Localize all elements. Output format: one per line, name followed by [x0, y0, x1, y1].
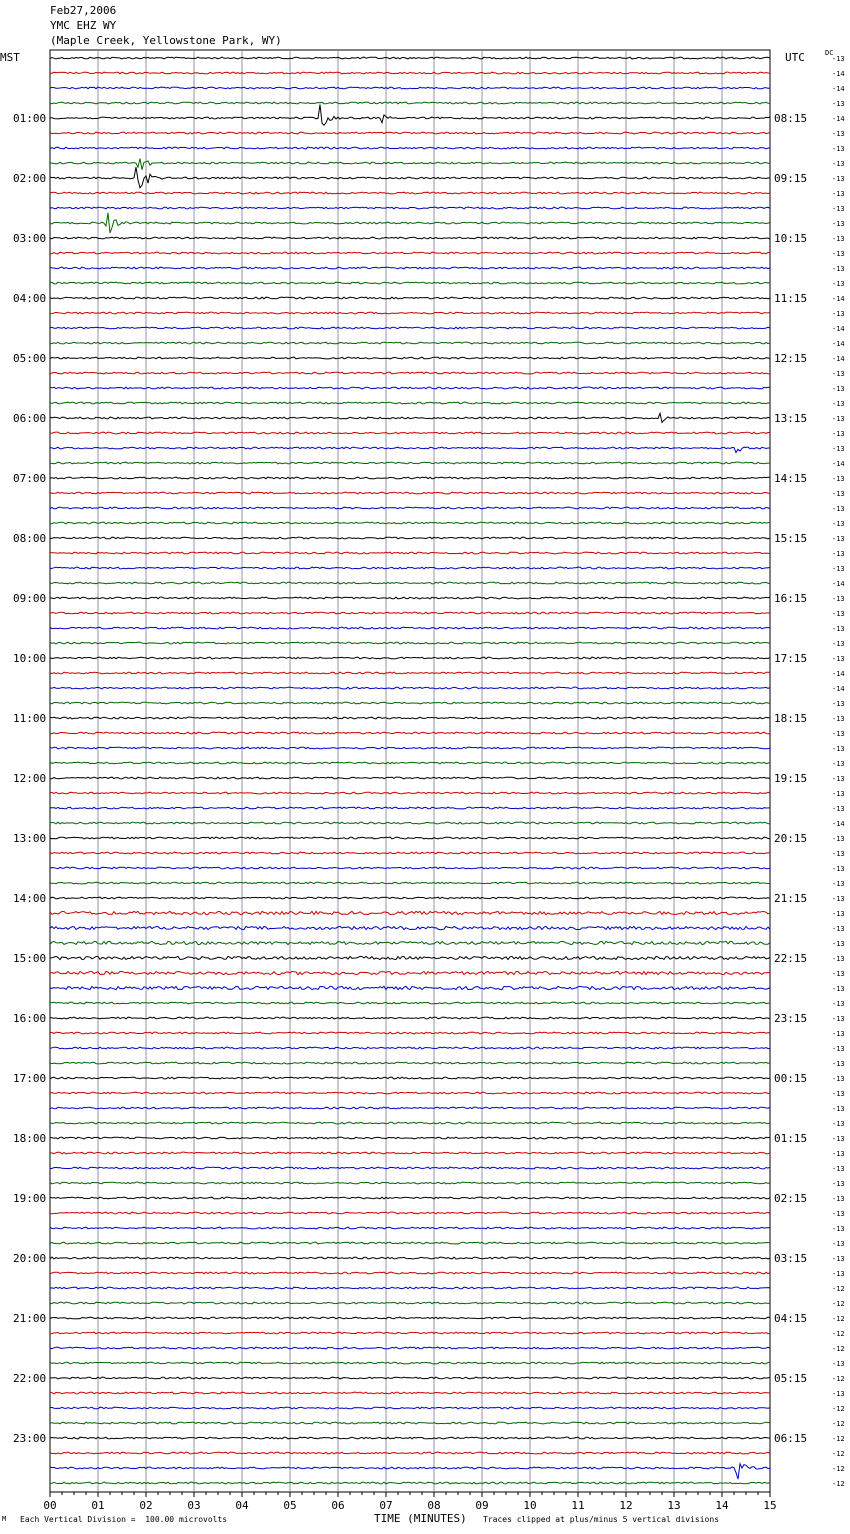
mst-hour-label: 15:00 — [13, 952, 47, 965]
dc-offset-label: -12 — [832, 1405, 845, 1413]
seismic-trace — [50, 762, 770, 764]
dc-offset-label: -13 — [832, 955, 845, 963]
dc-offset-label: -13 — [832, 400, 845, 408]
dc-offset-label: -12 — [832, 1300, 845, 1308]
seismic-trace — [50, 926, 770, 929]
dc-offset-label: -13 — [832, 565, 845, 573]
utc-hour-label: 09:15 — [774, 172, 808, 185]
seismic-trace — [50, 372, 770, 374]
dc-offset-label: -13 — [832, 520, 845, 528]
seismic-trace — [50, 702, 770, 704]
dc-offset-label: -13 — [832, 55, 845, 63]
utc-hour-label: 06:15 — [774, 1432, 808, 1445]
seismic-trace — [50, 867, 770, 869]
dc-offset-label: -13 — [832, 130, 845, 138]
utc-hour-label: 04:15 — [774, 1312, 808, 1325]
dc-offset-label: -13 — [832, 775, 845, 783]
seismic-trace — [50, 1077, 770, 1079]
dc-offset-label: -14 — [832, 670, 845, 678]
mst-hour-label: 19:00 — [13, 1192, 47, 1205]
seismic-trace — [50, 552, 770, 554]
utc-hour-label: 00:15 — [774, 1072, 808, 1085]
dc-offset-header: DC — [825, 49, 834, 57]
mst-hour-label: 04:00 — [13, 292, 47, 305]
seismic-trace — [50, 1092, 770, 1094]
seismic-trace — [50, 87, 770, 89]
mst-hour-label: 14:00 — [13, 892, 47, 905]
seismic-trace — [50, 192, 770, 194]
dc-offset-label: -13 — [832, 730, 845, 738]
dc-offset-label: -13 — [832, 1135, 845, 1143]
plot-frame — [50, 50, 770, 1492]
dc-offset-label: -13 — [832, 370, 845, 378]
seismic-trace — [50, 1017, 770, 1019]
dc-offset-label: -12 — [832, 1285, 845, 1293]
x-tick-label: 02 — [139, 1499, 153, 1512]
mst-hour-label: 23:00 — [13, 1432, 47, 1445]
corner-mark: M — [2, 1515, 7, 1523]
dc-offset-label: -13 — [832, 220, 845, 228]
seismic-trace — [50, 1407, 770, 1409]
dc-offset-label: -13 — [832, 1255, 845, 1263]
dc-offset-label: -13 — [832, 925, 845, 933]
utc-hour-label: 17:15 — [774, 652, 808, 665]
seismic-trace — [50, 1287, 770, 1289]
dc-offset-label: -13 — [832, 235, 845, 243]
dc-offset-label: -13 — [832, 385, 845, 393]
mst-hour-label: 12:00 — [13, 772, 47, 785]
x-tick-label: 11 — [571, 1499, 585, 1512]
mst-hour-label: 18:00 — [13, 1132, 47, 1145]
dc-offset-label: -13 — [832, 175, 845, 183]
seismic-trace — [50, 971, 770, 974]
mst-hour-label: 11:00 — [13, 712, 47, 725]
seismic-trace — [50, 1317, 770, 1319]
dc-offset-label: -13 — [832, 865, 845, 873]
x-tick-label: 10 — [523, 1499, 537, 1512]
dc-offset-label: -12 — [832, 1330, 845, 1338]
seismic-trace — [50, 747, 770, 749]
utc-hour-label: 21:15 — [774, 892, 808, 905]
dc-offset-label: -14 — [832, 820, 845, 828]
dc-offset-label: -13 — [832, 985, 845, 993]
seismic-trace — [50, 1167, 770, 1169]
station-code: YMC EHZ WY — [50, 19, 117, 32]
dc-offset-label: -13 — [832, 1030, 845, 1038]
dc-offset-label: -13 — [832, 1195, 845, 1203]
seismic-trace — [50, 1482, 770, 1484]
dc-offset-label: -13 — [832, 640, 845, 648]
seismic-trace — [50, 672, 770, 674]
seismic-trace — [50, 986, 770, 989]
seismic-trace — [50, 1212, 770, 1214]
dc-offset-label: -13 — [832, 1210, 845, 1218]
seismic-trace — [50, 1257, 770, 1259]
utc-hour-label: 20:15 — [774, 832, 808, 845]
dc-offset-label: -14 — [832, 295, 845, 303]
seismic-trace — [50, 447, 770, 453]
dc-offset-label: -14 — [832, 580, 845, 588]
seismic-trace — [50, 941, 770, 944]
utc-hour-label: 15:15 — [774, 532, 808, 545]
dc-offset-label: -13 — [832, 1225, 845, 1233]
seismic-trace — [50, 413, 770, 422]
dc-offset-label: -12 — [832, 1315, 845, 1323]
seismic-trace — [50, 1002, 770, 1004]
dc-offset-label: -13 — [832, 550, 845, 558]
dc-offset-label: -13 — [832, 850, 845, 858]
seismic-trace — [50, 1197, 770, 1199]
seismic-trace — [50, 777, 770, 779]
dc-offset-label: -13 — [832, 100, 845, 108]
x-tick-label: 05 — [283, 1499, 297, 1512]
seismic-trace — [50, 507, 770, 509]
seismic-trace — [50, 105, 770, 126]
seismic-trace — [50, 1332, 770, 1334]
utc-hour-label: 10:15 — [774, 232, 808, 245]
seismic-trace — [50, 1122, 770, 1124]
seismic-trace — [50, 432, 770, 434]
utc-hour-label: 22:15 — [774, 952, 808, 965]
dc-offset-label: -13 — [832, 610, 845, 618]
scale-note: Each Vertical Division = 100.00 microvolts — [20, 1515, 228, 1524]
dc-offset-label: -13 — [832, 475, 845, 483]
seismic-trace — [50, 1137, 770, 1139]
utc-hour-label: 01:15 — [774, 1132, 808, 1145]
dc-offset-label: -14 — [832, 325, 845, 333]
mst-hour-label: 09:00 — [13, 592, 47, 605]
hour-labels — [13, 112, 807, 1445]
seismic-trace — [50, 597, 770, 599]
dc-offset-label: -12 — [832, 1435, 845, 1443]
utc-hour-label: 14:15 — [774, 472, 808, 485]
utc-hour-label: 19:15 — [774, 772, 808, 785]
seismic-trace — [50, 357, 770, 359]
utc-hour-label: 23:15 — [774, 1012, 808, 1025]
utc-hour-label: 05:15 — [774, 1372, 808, 1385]
x-tick-label: 00 — [43, 1499, 57, 1512]
seismic-trace — [50, 207, 770, 209]
seismic-trace — [50, 911, 770, 914]
x-tick-label: 09 — [475, 1499, 489, 1512]
x-tick-label: 03 — [187, 1499, 201, 1512]
seismic-trace — [50, 1272, 770, 1274]
dc-offset-label: -13 — [832, 445, 845, 453]
seismic-trace — [50, 159, 770, 170]
seismic-trace — [50, 1377, 770, 1379]
dc-offset-label: -13 — [832, 430, 845, 438]
seismic-trace — [50, 717, 770, 719]
dc-offset-label: -13 — [832, 1360, 845, 1368]
seismic-trace — [50, 297, 770, 299]
dc-offset-label: -13 — [832, 265, 845, 273]
seismic-trace — [50, 897, 770, 899]
dc-offset-label: -13 — [832, 1270, 845, 1278]
seismic-trace — [50, 1347, 770, 1349]
seismic-trace — [50, 852, 770, 854]
seismic-trace — [50, 1302, 770, 1304]
seismic-trace — [50, 537, 770, 539]
dc-offset-label: -13 — [832, 625, 845, 633]
seismic-trace — [50, 1032, 770, 1034]
seismic-trace — [50, 792, 770, 794]
dc-offset-label: -13 — [832, 745, 845, 753]
dc-offset-label: -13 — [832, 970, 845, 978]
dc-offset-label: -14 — [832, 70, 845, 78]
seismic-trace — [50, 252, 770, 254]
x-axis-title: TIME (MINUTES) — [374, 1512, 467, 1525]
dc-offset-label: -13 — [832, 505, 845, 513]
utc-hour-label: 12:15 — [774, 352, 808, 365]
dc-offset-label: -13 — [832, 895, 845, 903]
dc-offset-label: -13 — [832, 940, 845, 948]
seismic-trace — [50, 402, 770, 404]
seismic-trace — [50, 882, 770, 884]
x-tick-label: 06 — [331, 1499, 345, 1512]
dc-offset-label: -13 — [832, 160, 845, 168]
seismic-trace — [50, 1464, 770, 1479]
mst-hour-label: 05:00 — [13, 352, 47, 365]
seismic-trace — [50, 822, 770, 824]
x-tick-label: 14 — [715, 1499, 729, 1512]
seismic-trace — [50, 582, 770, 584]
mst-hour-label: 20:00 — [13, 1252, 47, 1265]
dc-offset-label: -13 — [832, 1180, 845, 1188]
mst-hour-label: 08:00 — [13, 532, 47, 545]
mst-hour-label: 16:00 — [13, 1012, 47, 1025]
seismic-trace — [50, 282, 770, 284]
dc-offset-label: -13 — [832, 415, 845, 423]
dc-offset-label: -13 — [832, 490, 845, 498]
dc-offset-label: -12 — [832, 1345, 845, 1353]
dc-offset-label: -12 — [832, 1480, 845, 1488]
dc-offset-label: -13 — [832, 1090, 845, 1098]
right-timezone-label: UTC — [785, 51, 805, 64]
utc-hour-label: 16:15 — [774, 592, 808, 605]
x-tick-label: 01 — [91, 1499, 105, 1512]
mst-hour-label: 21:00 — [13, 1312, 47, 1325]
dc-offset-label: -13 — [832, 280, 845, 288]
mst-hour-label: 13:00 — [13, 832, 47, 845]
seismic-trace — [50, 567, 770, 569]
station-location: (Maple Creek, Yellowstone Park, WY) — [50, 34, 282, 47]
mst-hour-label: 10:00 — [13, 652, 47, 665]
dc-offset-label: -13 — [832, 1015, 845, 1023]
mst-hour-label: 01:00 — [13, 112, 47, 125]
dc-offset-label: -12 — [832, 1375, 845, 1383]
seismic-trace — [50, 522, 770, 524]
seismic-trace — [50, 657, 770, 659]
seismic-trace — [50, 462, 770, 464]
dc-offset-label: -13 — [832, 1060, 845, 1068]
dc-offset-label: -13 — [832, 190, 845, 198]
seismic-trace — [50, 167, 770, 188]
seismic-trace — [50, 956, 770, 959]
dc-offset-label: -13 — [832, 1150, 845, 1158]
seismic-trace — [50, 132, 770, 134]
dc-offset-label: -13 — [832, 1105, 845, 1113]
dc-offset-label: -12 — [832, 1420, 845, 1428]
utc-hour-label: 03:15 — [774, 1252, 808, 1265]
dc-offset-label: -13 — [832, 145, 845, 153]
seismic-trace — [50, 732, 770, 734]
dc-offset-label: -14 — [832, 685, 845, 693]
seismic-trace — [50, 1362, 770, 1364]
dc-offset-label: -13 — [832, 1000, 845, 1008]
seismic-trace — [50, 1437, 770, 1439]
seismic-trace — [50, 213, 770, 233]
x-tick-label: 12 — [619, 1499, 633, 1512]
clip-note: Traces clipped at plus/minus 5 vertical divisions — [483, 1515, 720, 1524]
seismic-trace — [50, 102, 770, 104]
x-tick-label: 04 — [235, 1499, 249, 1512]
seismic-trace — [50, 312, 770, 314]
seismic-trace — [50, 1422, 770, 1424]
dc-offset-label: -13 — [832, 1045, 845, 1053]
seismic-trace — [50, 147, 770, 149]
seismic-trace — [50, 1047, 770, 1049]
seismic-trace — [50, 807, 770, 809]
dc-offset-label: -14 — [832, 115, 845, 123]
dc-offset-label: -13 — [832, 535, 845, 543]
dc-offset-label: -14 — [832, 355, 845, 363]
dc-offset-label: -13 — [832, 205, 845, 213]
utc-hour-label: 18:15 — [774, 712, 808, 725]
seismic-trace — [50, 1182, 770, 1184]
x-tick-label: 07 — [379, 1499, 393, 1512]
dc-offset-label: -13 — [832, 250, 845, 258]
dc-offset-label: -13 — [832, 1390, 845, 1398]
seismic-trace — [50, 57, 770, 59]
minute-grid — [50, 50, 770, 1492]
seismic-trace — [50, 1152, 770, 1154]
seismic-trace — [50, 612, 770, 614]
seismic-trace — [50, 387, 770, 389]
dc-offset-label: -13 — [832, 1120, 845, 1128]
seismic-trace — [50, 1452, 770, 1454]
seismic-trace — [50, 837, 770, 839]
seismic-trace — [50, 642, 770, 644]
seismic-trace — [50, 1392, 770, 1394]
seismic-trace — [50, 492, 770, 494]
dc-offset-label: -13 — [832, 655, 845, 663]
dc-offset-label: -13 — [832, 790, 845, 798]
dc-offset-label: -13 — [832, 1240, 845, 1248]
dc-offset-label: -14 — [832, 460, 845, 468]
mst-hour-label: 17:00 — [13, 1072, 47, 1085]
dc-offset-label: -13 — [832, 880, 845, 888]
seismic-trace — [50, 477, 770, 479]
seismic-trace — [50, 342, 770, 344]
dc-offset-label: -13 — [832, 1165, 845, 1173]
seismic-trace — [50, 627, 770, 629]
seismic-trace — [50, 327, 770, 329]
dc-offset-label: -13 — [832, 805, 845, 813]
x-axis — [43, 1492, 776, 1512]
left-timezone-label: MST — [0, 51, 20, 64]
utc-hour-label: 11:15 — [774, 292, 808, 305]
mst-hour-label: 06:00 — [13, 412, 47, 425]
seismic-trace — [50, 237, 770, 239]
dc-offset-label: -13 — [832, 715, 845, 723]
mst-hour-label: 03:00 — [13, 232, 47, 245]
x-tick-label: 13 — [667, 1499, 681, 1512]
dc-offset-label: -14 — [832, 340, 845, 348]
trace-group — [50, 57, 770, 1484]
utc-hour-label: 13:15 — [774, 412, 808, 425]
plot-date: Feb27,2006 — [50, 4, 117, 17]
dc-offset-label: -12 — [832, 1450, 845, 1458]
seismic-trace — [50, 1062, 770, 1064]
x-tick-label: 08 — [427, 1499, 441, 1512]
mst-hour-label: 22:00 — [13, 1372, 47, 1385]
seismic-trace — [50, 72, 770, 74]
x-tick-label: 15 — [763, 1499, 777, 1512]
dc-offset-label: -13 — [832, 310, 845, 318]
utc-hour-label: 02:15 — [774, 1192, 808, 1205]
dc-offset-label: -13 — [832, 910, 845, 918]
seismic-trace — [50, 1227, 770, 1229]
seismic-trace — [50, 267, 770, 269]
seismic-trace — [50, 1242, 770, 1244]
dc-offset-label: -13 — [832, 835, 845, 843]
dc-offset-label: -13 — [832, 595, 845, 603]
dc-offset-label: -13 — [832, 700, 845, 708]
seismic-trace — [50, 687, 770, 689]
mst-hour-label: 07:00 — [13, 472, 47, 485]
seismic-trace — [50, 1107, 770, 1109]
dc-offset-label: -13 — [832, 1075, 845, 1083]
dc-offset-label: -14 — [832, 85, 845, 93]
dc-offset-labels — [832, 55, 845, 1488]
mst-hour-label: 02:00 — [13, 172, 47, 185]
dc-offset-label: -12 — [832, 1465, 845, 1473]
utc-hour-label: 08:15 — [774, 112, 808, 125]
dc-offset-label: -13 — [832, 760, 845, 768]
